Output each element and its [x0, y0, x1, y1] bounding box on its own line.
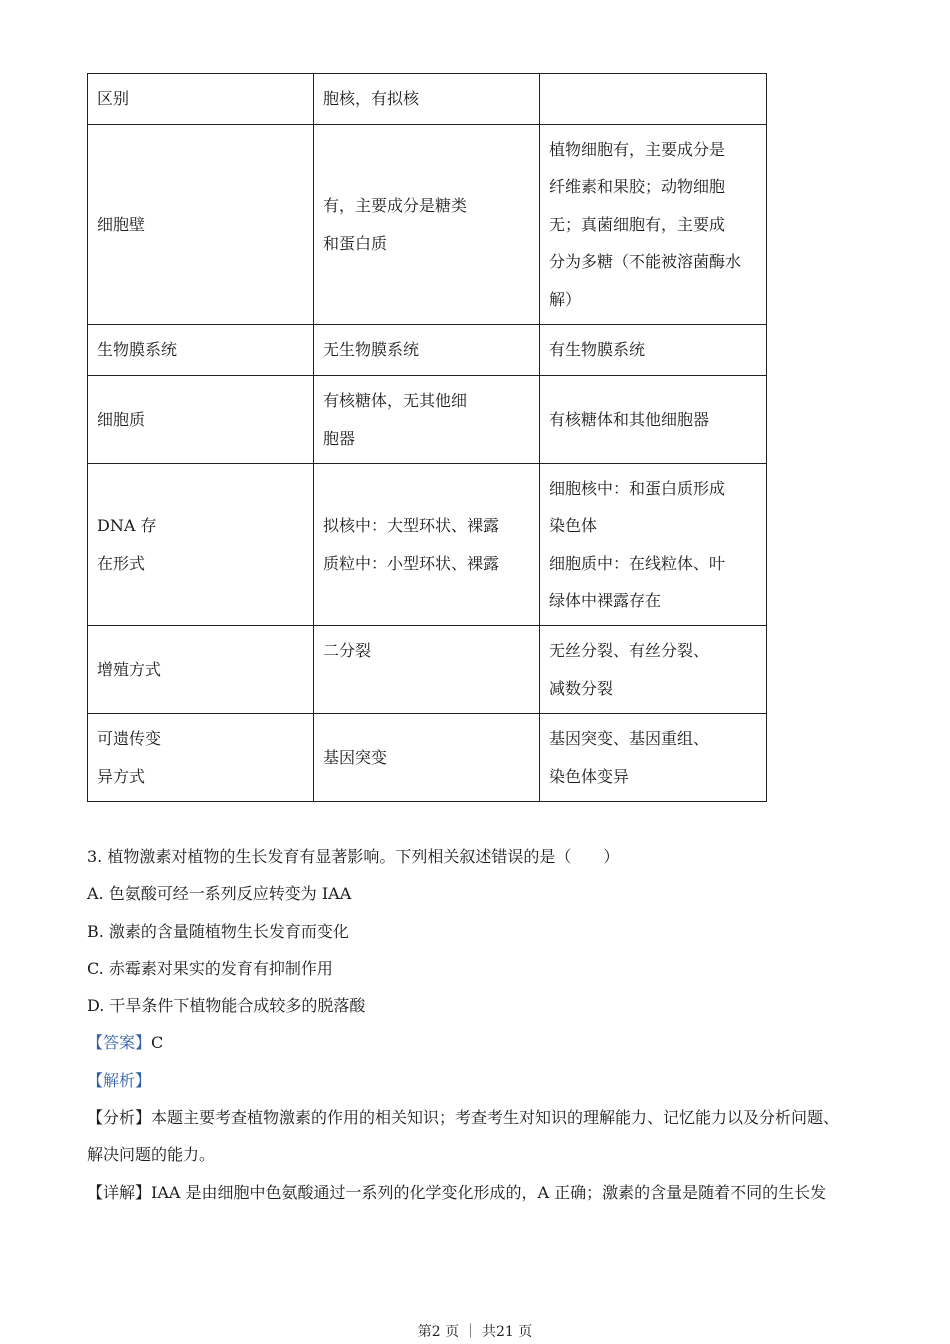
- cell-text: 无生物膜系统: [323, 340, 420, 360]
- fenxi-text: 本题主要考查植物激素的作用的相关知识；考查考生对知识的理解能力、记忆能力以及分析问题、: [151, 1108, 840, 1128]
- prokaryote-cell: [314, 626, 540, 714]
- cell-text: 分为多糖（不能被溶菌酶水: [549, 252, 742, 272]
- table-row: [88, 325, 767, 376]
- cell-text: 细胞壁: [97, 214, 146, 234]
- eukaryote-cell: [540, 376, 767, 464]
- eukaryote-cell: [540, 74, 767, 125]
- cell-text: 区别: [97, 89, 130, 109]
- cell-text: 和蛋白质: [323, 233, 388, 253]
- cell-text: 在形式: [97, 553, 146, 573]
- cell-text: 无丝分裂、有丝分裂、: [549, 641, 710, 660]
- answer-value: C: [151, 1033, 164, 1053]
- row-label-cell: [88, 714, 314, 802]
- prokaryote-cell: [314, 464, 540, 626]
- table-row: [88, 626, 767, 714]
- eukaryote-cell: [540, 125, 767, 325]
- row-label-cell: [88, 464, 314, 626]
- question-block: [87, 838, 887, 1211]
- prokaryote-cell: [314, 74, 540, 125]
- cell-text: 有生物膜系统: [549, 340, 646, 360]
- row-label-cell: [88, 626, 314, 714]
- row-label-cell: [88, 376, 314, 464]
- cell-text: 基因突变、基因重组、: [549, 729, 710, 748]
- eukaryote-cell: [540, 464, 767, 626]
- cell-text: 有核糖体，无其他细: [323, 391, 468, 410]
- cell-text: 可遗传变: [97, 729, 162, 748]
- answer-line: [87, 1024, 887, 1061]
- cell-text: 减数分裂: [549, 678, 614, 698]
- eukaryote-cell: [540, 626, 767, 714]
- prokaryote-cell: [314, 325, 540, 376]
- cell-text: 植物细胞有，主要成分是: [549, 139, 726, 159]
- cell-text: 基因突变: [323, 747, 388, 767]
- cell-text: 染色体变异: [549, 766, 630, 786]
- cell-text: 纤维素和果胶；动物细胞: [549, 177, 726, 197]
- cell-text: 胞器: [323, 428, 356, 448]
- page-footer: 第2 页 ｜ 共21 页: [417, 1324, 533, 1340]
- cell-text: DNA 存: [97, 516, 157, 535]
- cell-text: 增殖方式: [97, 659, 162, 679]
- xiangjie-tag: 【详解】: [87, 1182, 152, 1202]
- table-row: [88, 464, 767, 626]
- cell-text: 有核糖体和其他细胞器: [549, 409, 710, 429]
- prokaryote-cell: [314, 125, 540, 325]
- cell-text: 细胞质中：在线粒体、叶: [549, 553, 726, 573]
- cell-text: 胞核，有拟核: [323, 89, 420, 109]
- prokaryote-cell: [314, 714, 540, 802]
- question-stem: 3. 植物激素对植物的生长发育有显著影响。下列相关叙述错误的是（ ）: [87, 847, 620, 866]
- table-row: [88, 714, 767, 802]
- cell-text: 染色体: [549, 516, 598, 535]
- cell-text: 生物膜系统: [97, 340, 178, 360]
- cell-text: 二分裂: [323, 641, 372, 660]
- eukaryote-cell: [540, 325, 767, 376]
- row-label-cell: [88, 325, 314, 376]
- analysis-tag: 【解析】: [87, 1070, 152, 1090]
- table-row: [88, 74, 767, 125]
- fenxi-line: [87, 1099, 887, 1136]
- cell-text: 无；真菌细胞有，主要成: [549, 214, 726, 234]
- prokaryote-cell: [314, 376, 540, 464]
- option-b: B. 激素的含量随植物生长发育而变化: [87, 921, 349, 941]
- table-row: [88, 125, 767, 325]
- option-c: C. 赤霉素对果实的发育有抑制作用: [87, 958, 333, 978]
- comparison-table-body: [88, 74, 767, 802]
- cell-text: 细胞核中：和蛋白质形成: [549, 478, 726, 498]
- option-d: D. 干旱条件下植物能合成较多的脱落酸: [87, 996, 366, 1016]
- cell-text: 细胞质: [97, 409, 146, 429]
- row-label-cell: [88, 74, 314, 125]
- cell-text: 异方式: [97, 766, 146, 786]
- answer-tag: 【答案】: [87, 1033, 152, 1053]
- fenxi-line-2: 解决问题的能力。: [87, 1145, 216, 1165]
- xiangjie-text: IAA 是由细胞中色氨酸通过一系列的化学变化形成的，A 正确；激素的含量是随着不同的生长发: [151, 1182, 827, 1202]
- option-a: A. 色氨酸可经一系列反应转变为 IAA: [87, 884, 352, 904]
- cell-text: 绿体中裸露存在: [549, 591, 662, 610]
- eukaryote-cell: [540, 714, 767, 802]
- cell-text: 拟核中：大型环状、裸露: [323, 516, 500, 535]
- fenxi-tag: 【分析】: [87, 1108, 152, 1128]
- analysis-line: [87, 1062, 887, 1099]
- table-row: [88, 376, 767, 464]
- cell-text: 解）: [549, 289, 582, 309]
- row-label-cell: [88, 125, 314, 325]
- comparison-table: [87, 73, 767, 802]
- cell-text: 质粒中：小型环状、裸露: [323, 553, 500, 573]
- cell-text: 有，主要成分是糖类: [323, 196, 468, 215]
- xiangjie-line: [87, 1174, 887, 1211]
